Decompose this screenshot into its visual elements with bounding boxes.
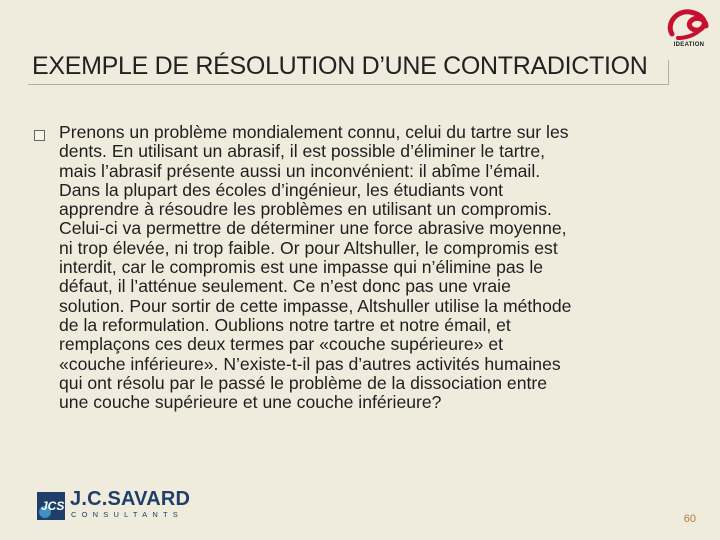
body-line: «couche inférieure». N’existe-t-il pas d’autres activités humaines <box>59 353 561 374</box>
jc-savard-logo <box>37 488 217 522</box>
slide-title: EXEMPLE DE RÉSOLUTION D’UNE CONTRADICTION <box>32 52 648 80</box>
jcs-mark-icon <box>37 490 65 520</box>
body-line: Prenons un problème mondialement connu, celui du tartre sur les <box>59 122 569 142</box>
title-underline <box>28 84 668 85</box>
logo-company-subtitle: CONSULTANTS <box>71 510 183 519</box>
body-line: solution. Pour sortir de cette impasse, Altshuller utilise la méthode <box>59 295 572 316</box>
body-line: dents. En utilisant un abrasif, il est possible d’éliminer le tartre, <box>59 141 546 162</box>
red-swirl-icon <box>662 4 716 44</box>
body-line: défaut, il l’atténue seulement. Ce n’est donc pas une vraie <box>59 276 511 297</box>
logo-company-name: J.C.SAVARD <box>70 488 191 510</box>
ideation-logo <box>662 4 716 54</box>
body-line: qui ont résolu par le passé le problème de la dissociation entre <box>59 372 548 393</box>
page-number: 60 <box>683 513 696 525</box>
body-line: de la reformulation. Oublions notre tartre et notre émail, et <box>59 314 511 335</box>
body-line: ni trop élevée, ni trop faible. Or pour Altshuller, le compromis est <box>59 237 558 258</box>
svg-text:JCS: JCS <box>41 499 65 513</box>
body-line: apprendre à résoudre les problèmes en utilisant un compromis. <box>59 199 552 220</box>
body-paragraph <box>59 123 707 412</box>
ideation-logo-label: IDEATION <box>673 42 705 48</box>
body-line: remplaçons ces deux termes par «couche supérieure» et <box>59 334 503 355</box>
body-line: Celui-ci va permettre de déterminer une force abrasive moyenne, <box>59 218 567 239</box>
body-line: Dans la plupart des écoles d’ingénieur, les étudiants vont <box>59 179 504 200</box>
body-line: mais l’abrasif présente aussi un inconvénient: il abîme l’émail. <box>59 160 541 181</box>
bullet-box-icon <box>34 130 45 141</box>
title-rule-end <box>668 60 669 85</box>
body-line: une couche supérieure et une couche inférieure? <box>59 392 442 413</box>
body-line: interdit, car le compromis est une impasse qui n’élimine pas le <box>59 257 544 278</box>
